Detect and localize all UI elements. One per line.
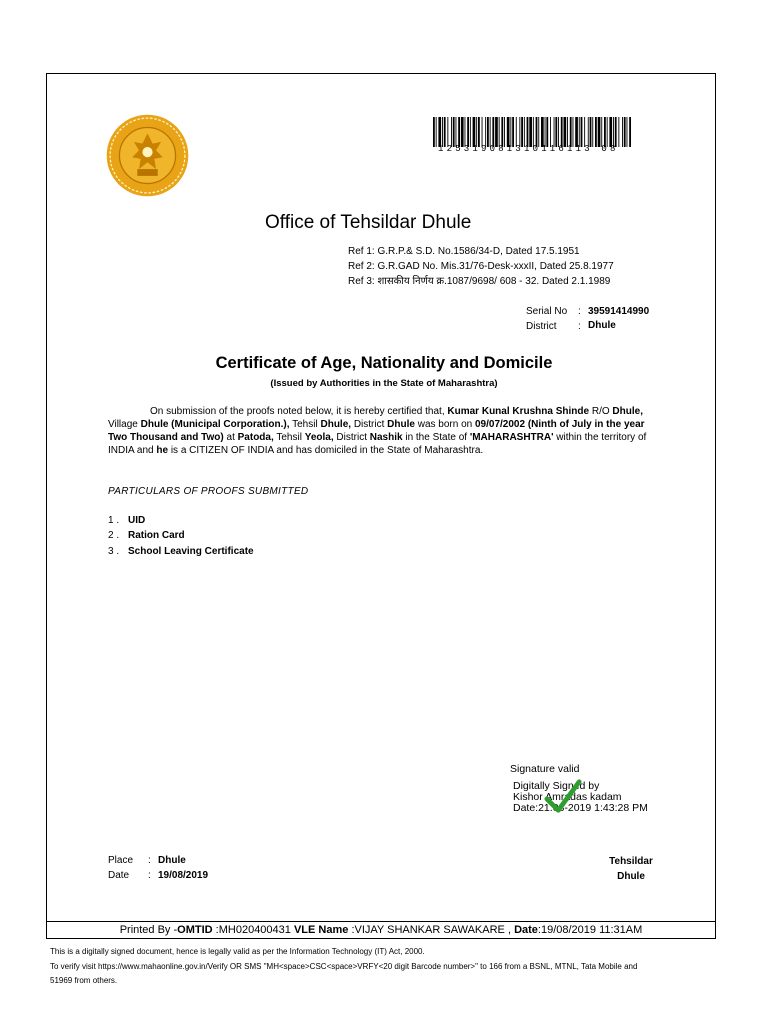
barcode-bar	[529, 117, 532, 147]
date-colon: :	[148, 870, 151, 881]
proof-item	[108, 515, 145, 526]
proof-text: UID	[128, 515, 146, 526]
particulars-heading: PARTICULARS OF PROOFS SUBMITTED	[108, 486, 309, 497]
district-colon: :	[578, 321, 581, 332]
birth-district: Nashik	[369, 432, 403, 443]
applicant-name: Kumar Kunal Krushna Shinde	[447, 406, 590, 417]
barcode-bar	[592, 117, 593, 147]
barcode-bar	[512, 117, 514, 147]
barcode-bar	[581, 117, 583, 147]
para-text: On submission of the proofs noted below, it is hereby certified that,	[150, 406, 445, 417]
printed-date-value: :19/08/2019 11:31AM	[537, 924, 643, 936]
proof-number: 3 .	[108, 546, 120, 557]
barcode-bar	[478, 117, 480, 147]
barcode-bar	[579, 117, 580, 147]
barcode-bar	[485, 117, 486, 147]
barcode-bar	[618, 117, 619, 147]
signature-line: Digitally Signed by	[513, 780, 600, 792]
barcode-bar	[615, 117, 617, 147]
barcode-bar	[499, 117, 500, 147]
barcode-bar	[607, 117, 608, 147]
proof-number: 2 .	[108, 530, 120, 541]
barcode-bar	[444, 117, 446, 147]
serial-colon: :	[578, 306, 581, 317]
barcode-bar	[536, 117, 538, 147]
barcode-bar	[487, 117, 489, 147]
serial-label: Serial No	[526, 306, 568, 317]
date-value: 19/08/2019	[158, 870, 209, 881]
barcode-bar	[613, 117, 614, 147]
para-text: at	[226, 432, 235, 443]
barcode-bar	[545, 117, 546, 147]
barcode-bar	[541, 117, 544, 147]
barcode-bar	[465, 117, 466, 147]
barcode-bar	[601, 117, 602, 147]
barcode-bar	[447, 117, 448, 147]
para-text: Village	[108, 419, 138, 430]
barcode-bar	[622, 117, 623, 147]
barcode-bar	[476, 117, 477, 147]
serial-value: 39591414990	[588, 306, 650, 317]
barcode-bar	[590, 117, 592, 147]
date-of-birth-words: (Ninth of July in the year Two Thousand and Two)	[108, 419, 645, 443]
barcode-bar	[456, 117, 457, 147]
barcode-bar	[564, 117, 567, 147]
barcode-bar	[588, 117, 589, 147]
barcode-bar	[595, 117, 597, 147]
ref-2: Ref 2: G.R.GAD No. Mis.31/76-Desk-xxxII, Dated 25.8.1977	[348, 261, 614, 272]
barcode-bar	[627, 117, 628, 147]
proof-item	[108, 546, 254, 557]
para-text: Tehsil	[292, 419, 318, 430]
office-title: Office of Tehsildar Dhule	[265, 212, 472, 233]
barcode-bar	[538, 117, 539, 147]
para-text: District	[336, 432, 367, 443]
ref-3: Ref 3: शासकीय निर्णय क्र.1087/9698/ 608 - 32. Dated 2.1.1989	[348, 276, 611, 287]
barcode-bar	[442, 117, 443, 147]
date-of-birth: 09/07/2002	[475, 419, 526, 430]
date-label: Date	[108, 870, 130, 881]
place-label: Place	[108, 855, 134, 866]
printed-by-line	[46, 924, 716, 936]
barcode-bar	[554, 117, 555, 147]
tehsil: Dhule,	[320, 419, 352, 430]
ref-1: Ref 1: G.R.P.& S.D. No.1586/34-D, Dated 17.5.1951	[348, 246, 580, 257]
residence: Dhule,	[612, 406, 643, 417]
verify-instructions: To verify visit https://www.mahaonline.gov.in/Verify OR SMS "MH<space>CSC<space>VRFY<20 digit Barcode number>" to 166 from a BSNL, MTNL, Tata Mobile and	[50, 962, 638, 971]
proof-text: School Leaving Certificate	[128, 546, 254, 557]
certificate-subtitle: (Issued by Authorities in the State of Maharashtra)	[270, 378, 498, 389]
barcode-bar	[501, 117, 503, 147]
barcode-bar	[473, 117, 476, 147]
barcode-bar	[438, 117, 441, 147]
place-colon: :	[148, 855, 151, 866]
maharashtra-seal-icon	[105, 113, 190, 198]
barcode-bar	[470, 117, 471, 147]
signature-status: Signature valid	[510, 763, 580, 775]
barcode-bar	[519, 117, 520, 147]
barcode-bar	[609, 117, 612, 147]
barcode-bar	[504, 117, 505, 147]
birth-place: Patoda,	[237, 432, 274, 443]
village: Dhule (Municipal Corporation.),	[140, 419, 290, 430]
vle-value: :VIJAY SHANKAR SAWAKARE ,	[351, 924, 511, 936]
barcode-bar	[482, 117, 483, 147]
para-text: within the territory of INDIA and	[108, 432, 647, 456]
barcode-bar	[567, 117, 568, 147]
proof-text: Ration Card	[128, 530, 185, 541]
barcode-bar	[451, 117, 452, 147]
para-text: R/O	[591, 406, 610, 417]
signer-name: Kishor Amradas kadam	[513, 791, 622, 803]
place-value: Dhule	[158, 855, 186, 866]
barcode-bar	[490, 117, 491, 147]
printed-prefix: Printed By -	[119, 924, 178, 936]
omtid-label: OMTID	[177, 924, 213, 936]
district-label: District	[526, 321, 557, 332]
para-text: was born on	[417, 419, 473, 430]
barcode-bar	[436, 117, 437, 147]
printed-date-label: Date	[514, 924, 538, 936]
barcode-bar	[598, 117, 601, 147]
barcode-bar	[507, 117, 510, 147]
vle-label: VLE Name	[293, 924, 349, 936]
barcode-bar	[433, 117, 435, 147]
barcode-bar	[458, 117, 460, 147]
barcode-bar	[516, 117, 517, 147]
barcode-bar	[524, 117, 525, 147]
barcode-bar	[558, 117, 559, 147]
legal-notice: This is a digitally signed document, hence is legally valid as per the Information Technology (IT) Act, 2000.	[50, 947, 425, 956]
para-text: District	[353, 419, 385, 430]
footer-divider	[46, 921, 716, 922]
certificate-title: Certificate of Age, Nationality and Domicile	[215, 354, 553, 372]
barcode-bar	[584, 117, 585, 147]
state: 'MAHARASHTRA'	[469, 432, 554, 443]
barcode-bar	[527, 117, 529, 147]
authority-place: Dhule	[617, 871, 645, 882]
barcode-bar	[624, 117, 626, 147]
barcode-bar	[575, 117, 578, 147]
proof-item	[108, 530, 185, 541]
birth-tehsil: Yeola,	[304, 432, 334, 443]
proof-number: 1 .	[108, 515, 120, 526]
barcode-bar	[555, 117, 557, 147]
checkmark-icon	[544, 777, 582, 817]
district: Dhule	[387, 419, 415, 430]
barcode-number: 125319081310116113 08	[438, 144, 619, 154]
barcode-bar	[629, 117, 631, 147]
barcode-bar	[453, 117, 455, 147]
barcode-bar	[604, 117, 606, 147]
barcode-bar	[492, 117, 494, 147]
district-value: Dhule	[588, 320, 616, 331]
authority-title: Tehsildar	[609, 856, 653, 867]
barcode-bar	[467, 117, 469, 147]
pronoun: he	[156, 445, 169, 456]
omtid-value: :MH020400431	[215, 924, 291, 936]
para-text: is a CITIZEN OF INDIA and has domiciled in the State of Maharashtra.	[170, 445, 484, 456]
signature-date: Date:21.08-2019 1:43:28 PM	[513, 802, 648, 814]
barcode-bar	[550, 117, 551, 147]
barcode-icon	[433, 117, 633, 147]
para-text: in the State of	[405, 432, 468, 443]
certification-paragraph	[108, 405, 660, 457]
barcode-bar	[533, 117, 534, 147]
barcode-bar	[573, 117, 574, 147]
barcode-bar	[495, 117, 498, 147]
barcode-bar	[521, 117, 523, 147]
verify-instructions-cont: 51969 from others.	[50, 976, 118, 985]
barcode-bar	[570, 117, 572, 147]
para-text: Tehsil	[276, 432, 302, 443]
barcode-bar	[510, 117, 511, 147]
barcode-bar	[461, 117, 464, 147]
barcode-bar	[546, 117, 548, 147]
barcode-bar	[561, 117, 563, 147]
